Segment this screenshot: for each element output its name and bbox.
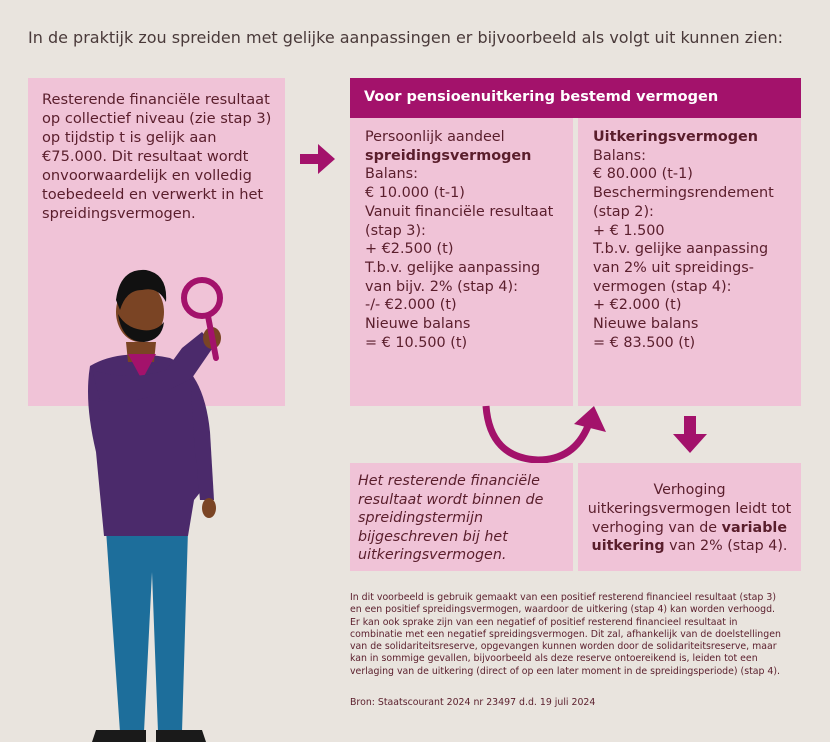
uitkeringsvermogen-panel <box>578 118 801 406</box>
footnote <box>350 592 805 678</box>
col2-line: Balans: <box>593 147 646 164</box>
col1-line: Vanuit financiële resultaat <box>365 203 554 220</box>
col1-line: = € 10.500 (t) <box>365 334 468 351</box>
spreiding-explanation-box <box>350 463 573 571</box>
col2-line: + € 1.500 <box>593 222 665 239</box>
spreiding-explanation-text: Het resterende financiële resultaat wordt binnen de spreidingstermijn bijgeschreven bij het uitkeringsvermogen. <box>358 473 544 564</box>
curved-arrow-icon <box>476 404 612 468</box>
arrow-right-icon <box>300 141 336 177</box>
verhoging-line: Verhoging <box>653 482 726 498</box>
verhoging-text <box>578 481 801 556</box>
footnote-line: en een positief spreidingsvermogen, waardoor de uitkering (stap 4) kan worden verhoogd. <box>350 604 776 616</box>
col1-line: van bijv. 2% (stap 4): <box>365 278 519 295</box>
footnote-line: kan in sommige gevallen, bijvoorbeeld als deze reserve ontoereikend is, leiden tot een <box>350 653 758 665</box>
source-credit: Bron: Staatscourant 2024 nr 23497 d.d. 19 juli 2024 <box>350 697 596 708</box>
col2-line: T.b.v. gelijke aanpassing <box>593 241 769 258</box>
col2-line: (stap 2): <box>593 203 654 220</box>
col2-line: + €2.000 (t) <box>593 297 682 314</box>
col2-line: € 80.000 (t-1) <box>593 166 693 183</box>
verhoging-line: van 2% (stap 4). <box>664 538 788 555</box>
col1-line: -/- €2.000 (t) <box>365 297 457 314</box>
uitkering-emphasis: uitkering <box>591 538 665 555</box>
col2-line: van 2% uit spreidings- <box>593 259 754 276</box>
variable-emphasis: variable <box>721 519 788 536</box>
col1-line: Persoonlijk aandeel <box>365 129 505 145</box>
col2-title: Uitkeringsvermogen <box>593 129 759 145</box>
col2-line: Beschermingsrendement <box>593 185 774 202</box>
result-text: Resterende financiële resultaat op collectief niveau (zie stap 3) op tijdstip t is gelijk aan €75.000. Dit resultaat wordt onvoorwaardelijk en volledig toebedeeld en verwerkt in het spreidingsvermogen. <box>42 91 272 222</box>
header-bar <box>350 78 801 118</box>
intro-text: In de praktijk zou spreiden met gelijke aanpassingen er bijvoorbeeld als volgt uit kunnen zien: <box>28 28 783 47</box>
col2-line: = € 83.500 (t) <box>593 334 696 351</box>
col2-line: Nieuwe balans <box>593 316 699 333</box>
col1-line: Balans: <box>365 166 418 183</box>
verhoging-line: verhoging van de <box>591 519 722 536</box>
arrow-down-icon <box>672 416 708 454</box>
footnote-line: combinatie met een negatief spreidingsvermogen. Dit zal, afhankelijk van de doelstellingen <box>350 628 781 640</box>
col1-line: Nieuwe balans <box>365 316 471 333</box>
footnote-line: Er kan ook sprake zijn van een negatief of positief resterend financieel resultaat in <box>350 616 738 628</box>
footnote-line: In dit voorbeeld is gebruik gemaakt van een positief resterend financieel resultaat (stap 3) <box>350 592 776 603</box>
footnote-line: van de solidariteitsreserve, opgevangen kunnen worden door de solidariteitsreserve, maar <box>350 641 777 653</box>
spreidingsvermogen-panel <box>350 118 573 406</box>
verhoging-line: uitkeringsvermogen leidt tot <box>587 500 792 517</box>
footnote-line: verlaging van de uitkering (direct of op een later moment in de spreidingsperiode) (stap 4). <box>350 665 781 677</box>
col1-line: + €2.500 (t) <box>365 241 454 258</box>
col1-title: spreidingsvermogen <box>365 147 532 164</box>
col1-line: (stap 3): <box>365 222 426 239</box>
col2-line: vermogen (stap 4): <box>593 278 732 295</box>
person-with-magnifier-illustration <box>70 262 240 742</box>
col1-line: T.b.v. gelijke aanpassing <box>365 259 541 276</box>
verhoging-box <box>578 463 801 571</box>
header-title: Voor pensioenuitkering bestemd vermogen <box>364 89 719 105</box>
col1-line: € 10.000 (t-1) <box>365 185 465 202</box>
